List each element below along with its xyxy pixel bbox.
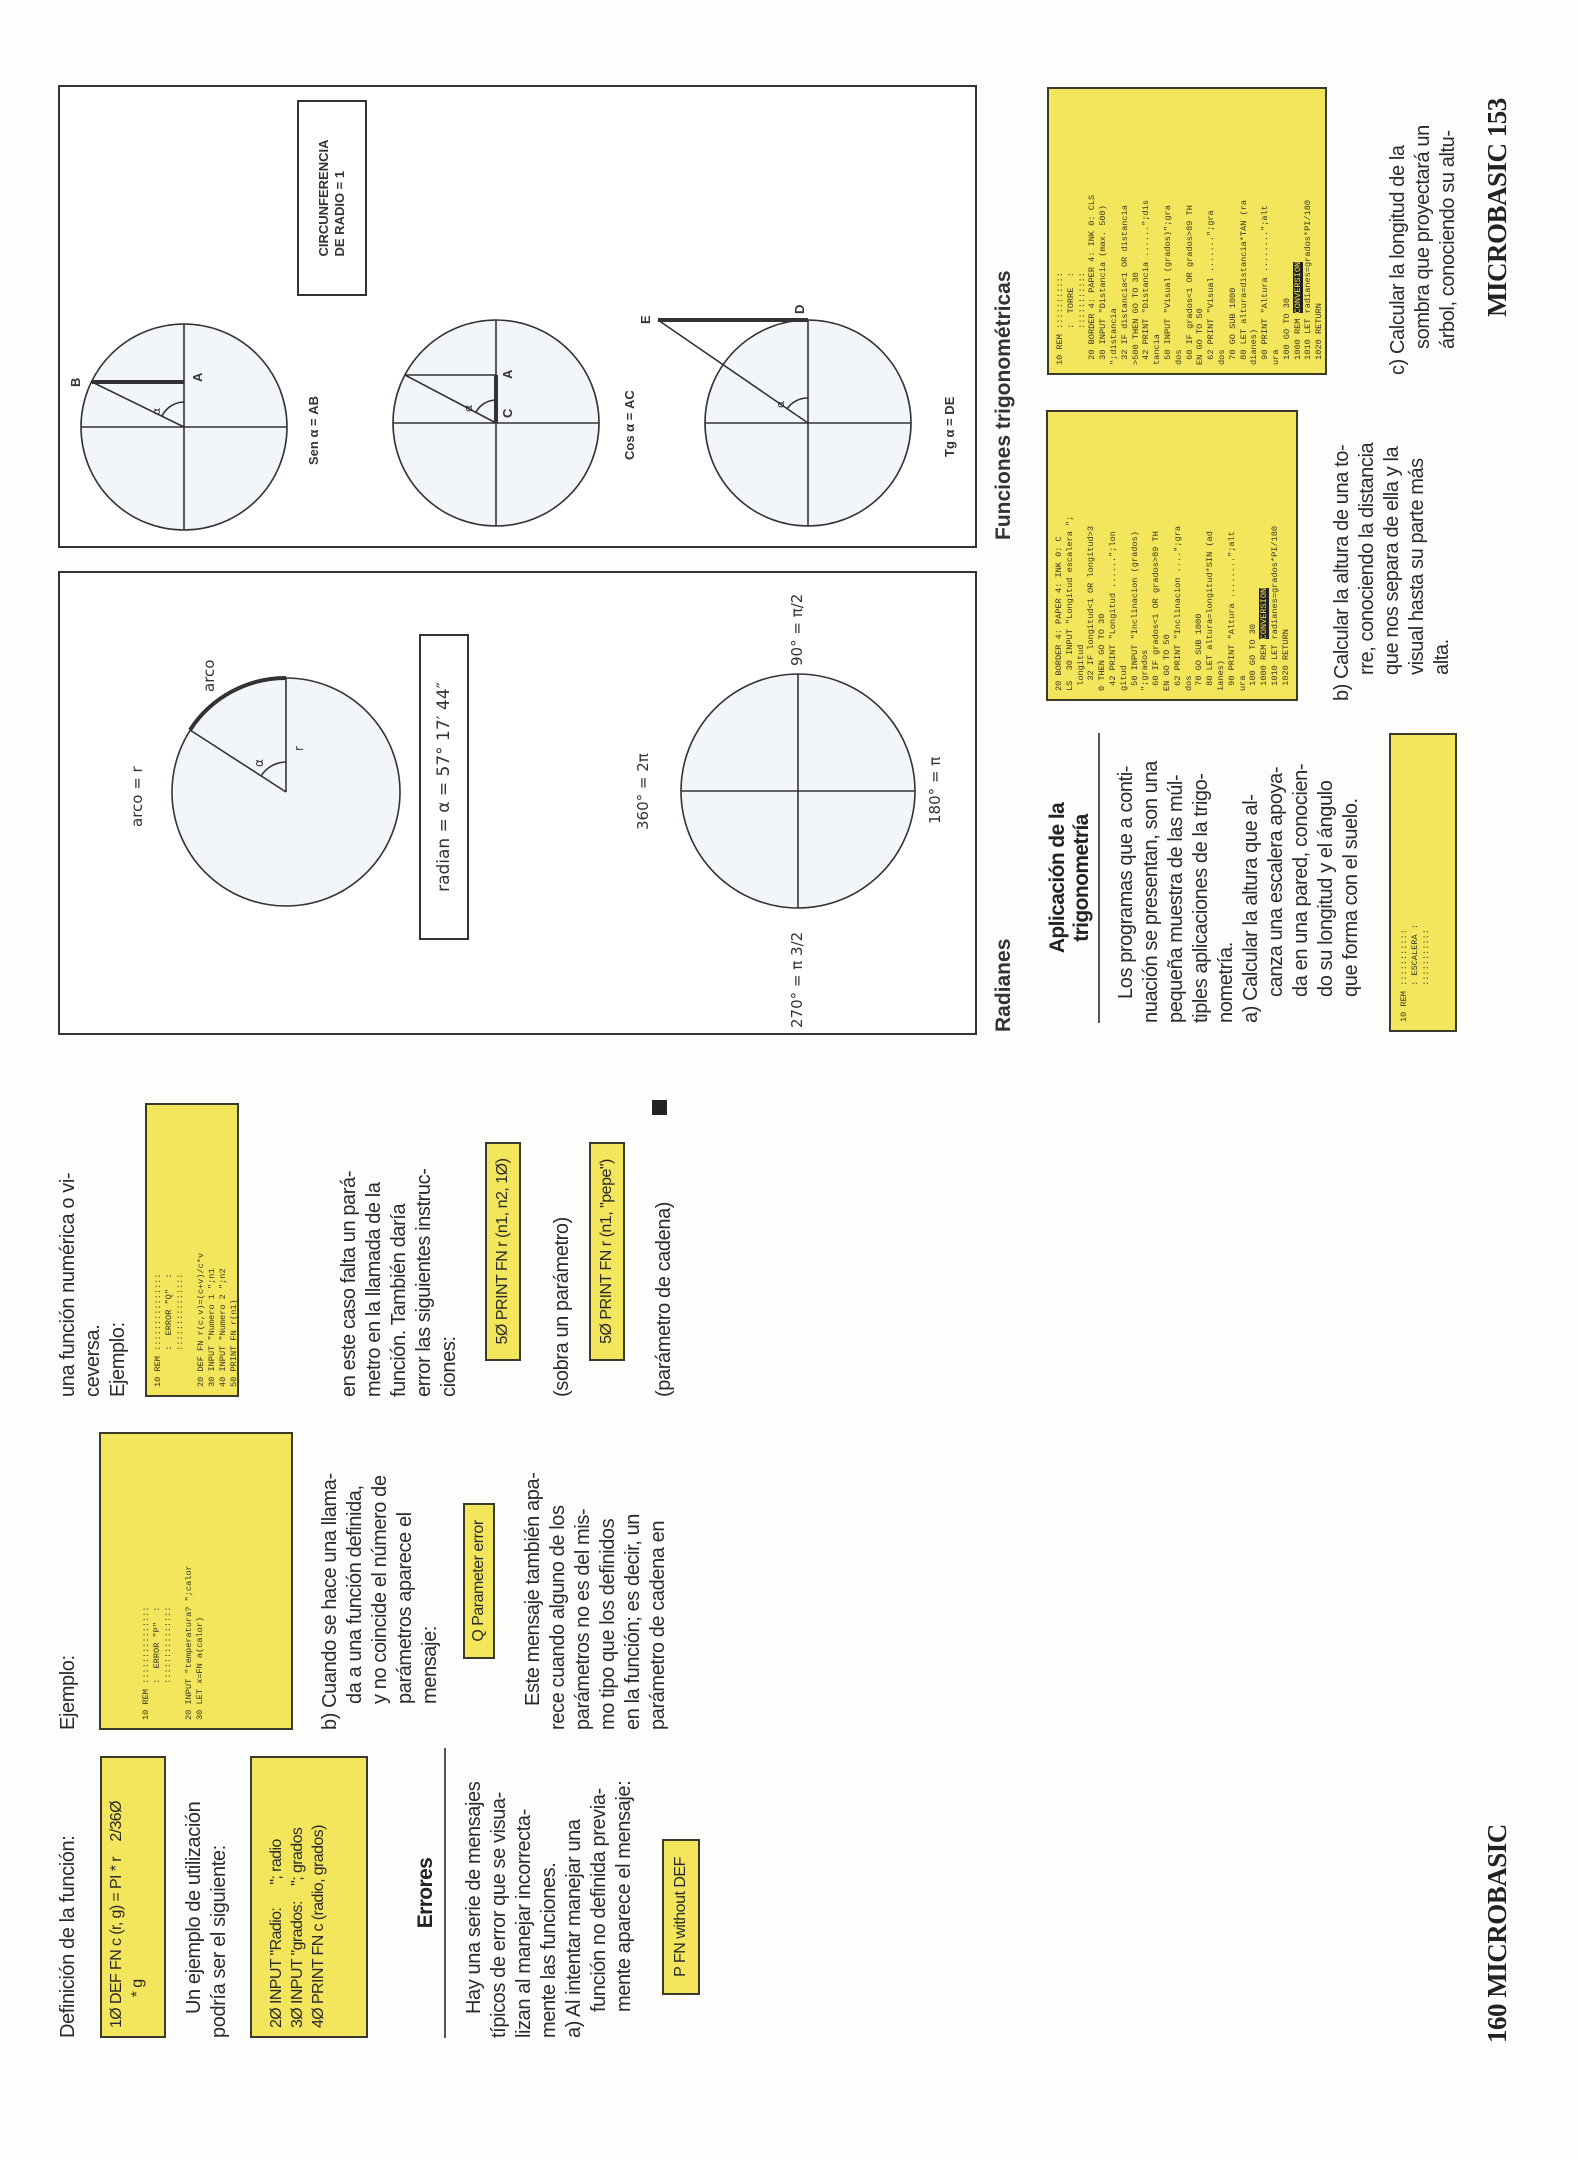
note-extra-param: (sobra un parámetro) — [551, 1217, 573, 1397]
deg-180-label: 180° = π — [926, 756, 944, 824]
radian-definition-box: radian = α = 57° 17′ 44″ — [419, 634, 469, 940]
arc-label: arco — [200, 659, 218, 692]
radians-caption: Radianes — [992, 938, 1015, 1032]
code-extra-param: 5Ø PRINT FN r (n1, n2, 1Ø) — [485, 1142, 521, 1361]
point-d: D — [792, 304, 807, 314]
point-a: A — [500, 369, 515, 379]
missing-param-paragraph: en este caso falta un pará- metro en la llamada de la función. También daría error las siguientes instruc- ciones: — [338, 1168, 460, 1397]
listing-highlight: CONVERSION — [1292, 261, 1303, 314]
point-b: B — [68, 377, 83, 387]
alpha-label: α — [774, 400, 787, 408]
listing-error-p: 10 REM ::::::::::::::: : ERROR "P" : ::::::::::::::: 20 INPUT "temperatura? ";calor 30 LET x=FN a(calor) — [99, 1432, 293, 1730]
point-c: C — [500, 408, 515, 418]
applications-heading: Aplicación de la trigonometría — [1046, 802, 1093, 954]
listing-highlight: CONVERSION — [1259, 587, 1270, 640]
applications-paragraph: Los programas que a conti- nuación se presentan, son una pequeña muestra de las múl- tiples aplicaciones de la trigo- nometría. — [1115, 761, 1237, 1023]
alpha-label: α — [150, 407, 163, 415]
intro-text: una función numérica o vi- ceversa. Ejemplo: — [57, 1172, 129, 1397]
divider — [1098, 733, 1100, 1023]
trig-functions-caption: Funciones trigonométricas — [992, 270, 1015, 540]
code-string-param: 5Ø PRINT FN r (n1, "pepe") — [589, 1142, 625, 1361]
tangent-label: Tg α = DE — [942, 396, 957, 457]
item-b: b) Calcular la altura de una to- rre, conociendo la distancia que nos separa de ella y la visual hasta su parte más alta. — [1331, 442, 1453, 701]
error-message-p: P FN without DEF — [662, 1839, 700, 1995]
item-b: b) Cuando se hace una llama- da a una función definida, y no coincide el número de parámetros aparece el mensaje: — [319, 1473, 441, 1730]
unit-circle-box: CIRCUNFERENCIA DE RADIO = 1 — [297, 100, 367, 296]
listing-error-q: 10 REM ::::::::::::::: : ERROR "Q" : ::::::::::::::: 20 DEF FN r(c,v)=(c+v)/c*v 30 INPUT "Numero 1 ";n1 40 INPUT "Numero 2 ";n2 50 PRINT FN r(n1) — [145, 1103, 239, 1397]
error-message-q: Q Parameter error — [463, 1503, 495, 1659]
deg-90-label: 90° = π/2 — [788, 593, 806, 666]
errors-paragraph: Hay una serie de mensajes típicos de error que se visua- lizan al manejar incorrecta- mente las funciones. — [463, 1781, 560, 2038]
errors-heading: Errores — [414, 1857, 437, 1929]
arc-equals-r-label: arco = r — [128, 766, 146, 827]
listing-escalera-header: 10 REM ::::::::::: : ESCALERA : ::::::::::: — [1389, 733, 1457, 1032]
item-a: a) Calcular la altura que al- canza una escalera apoya- da en una pared, conocien- do su longitud y el ángulo que forma con el suelo. — [1240, 763, 1362, 1023]
radius-label: r — [292, 746, 306, 751]
listing-text: 1010 LET radianes=grados*PI/180 1020 RETURN — [1303, 199, 1325, 360]
right-page-footer: MICROBASIC 153 — [1482, 98, 1512, 317]
note-string-param: (parámetro de cadena) — [653, 1201, 675, 1397]
deg-360-label: 360° = 2π — [634, 753, 652, 830]
example-code-box: 2Ø INPUT "Radio: "; radio 3Ø INPUT "grados: "; grados 4Ø PRINT FN c (radio, grados) — [250, 1756, 368, 2038]
definition-label: Definición de la función: — [57, 1835, 79, 2038]
cosine-label: Cos α = AC — [622, 390, 637, 460]
deg-270-label: 270° = π 3/2 — [788, 931, 806, 1028]
listing-torre-program — [1047, 87, 1327, 375]
point-e: E — [638, 315, 653, 324]
example-intro: Un ejemplo de utilización podría ser el siguiente: — [183, 1801, 230, 2038]
example-label: Ejemplo: — [57, 1655, 79, 1730]
listing-text: 10 REM ::::::::::: : TORRE : ::::::::::: 20 BORDER 4: PAPER 4: INK 0: CLS 30 INPUT "Distancia (max. 500) ";distancia 32 IF distancia<1 OR distancia >500 THEN GO TO 30 42 PRINT "Distancia ......";dis tancia 50 INPUT "Visual (grados)";gra dos 60 IF grados<1 OR grados>89 TH EN GO TO 50 62 PRINT "Visual .......";gra dos 70 GO SUB 1000 80 LET altura=distancia*TAN (ra dianes) 90 PRINT "Altura ........";alt ura 100 GO TO 30 1000 REM — [1055, 194, 1303, 365]
def-code-box: 1Ø DEF FN c (r, g) = PI * r 2/36Ø * g — [100, 1756, 166, 2038]
item-c: c) Calcular la longitud de la sombra que proyectará un árbol, conociendo su altu- — [1387, 125, 1459, 375]
item-a: a) Al intentar manejar una función no definida previa- mente aparece el mensaje: — [563, 1780, 635, 2038]
sine-label: Sen α = AB — [306, 395, 321, 465]
alpha-label: α — [252, 759, 266, 767]
parameter-paragraph: Este mensaje también apa- rece cuando alguno de los parámetros no es del mis- mo tipo que los definidos en la función; es decir, un parámetro de cadena en — [522, 1472, 669, 1730]
listing-text: 1010 LET radianes=grados*PI/180 1020 RETURN — [1269, 525, 1291, 686]
alpha-label: α — [462, 404, 475, 412]
listing-text: 20 BORDER 4: PAPER 4: INK 0: C LS 30 INPUT "Longitud escalera "; longitud 32 IF longitud<1 OR longitud>3 0 THEN GO TO 30 42 PRINT "Longitud ......";lon gitud 50 INPUT "Inclinacion (grados) ";grados 60 IF grados<1 OR grados>89 TH EN GO TO 50 62 PRINT "Inclinacion ....";gra dos 70 GO SUB 1000 80 LET altura=longitud*SIN (ad ianes) 90 PRINT "Altura ........";alt ura 100 GO TO 30 1000 REM — [1054, 515, 1270, 691]
left-page-footer: 160 MICROBASIC — [1482, 1824, 1512, 2043]
listing-escalera-program — [1046, 410, 1298, 701]
point-a: A — [190, 372, 205, 382]
